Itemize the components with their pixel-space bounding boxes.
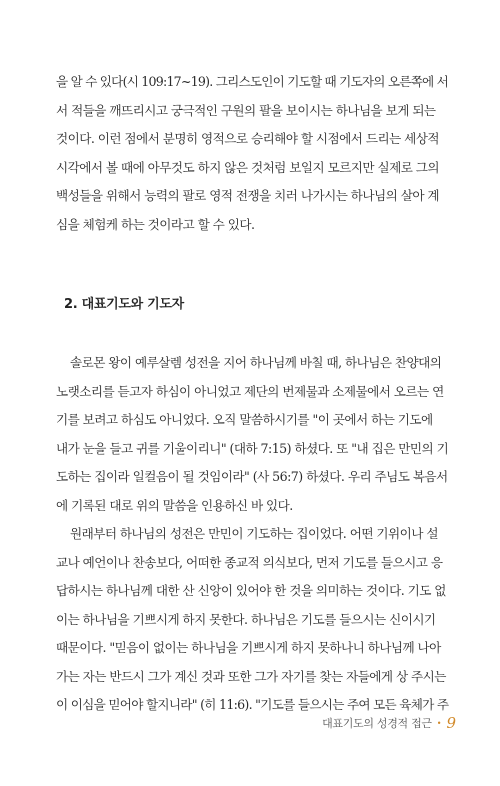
- text-line: 노랫소리를 듣고자 하심이 아니었고 제단의 번제물과 소제물에서 오르는 연: [56, 383, 444, 399]
- text-line: 때문이다. "믿음이 없이는 하나님을 기쁘시게 하지 못하나니 하나님께 나아: [56, 640, 441, 655]
- text-line: 것이다. 이런 점에서 분명히 영적으로 승리해야 할 시점에서 드리는 세상적: [56, 131, 439, 146]
- text-line: 백성들을 위해서 능력의 팔로 영적 전쟁을 치러 나가시는 하나님의 살아 계: [56, 188, 439, 203]
- text-line: 도하는 집이라 일컬음이 될 것임이라" (사 56:7) 하셨다. 우리 주님도 복음서: [56, 469, 448, 484]
- text-line: 이 이심을 믿어야 할지니라" (히 11:6). "기도를 들으시는 주여 모든 육체가 주: [56, 697, 449, 712]
- text-line: 교나 예언이나 찬송보다, 어떠한 종교적 의식보다, 먼저 기도를 들으시고 응: [56, 554, 443, 570]
- page-footer: [322, 714, 456, 732]
- section-heading: 2. 대표기도와 기도자: [64, 297, 184, 312]
- paragraph-2: [56, 349, 448, 520]
- page-number: 9: [446, 714, 456, 732]
- text-line: 을 알 수 있다(시 109:17~19). 그리스도인이 기도할 때 기도자의 오른쪽에 서: [56, 74, 449, 89]
- paragraph-1: [56, 68, 448, 239]
- text-line: 기를 보려고 하심도 아니었다. 오직 말씀하시기를 "이 곳에서 하는 기도에: [56, 412, 433, 427]
- text-line: 이는 하나님을 기쁘시게 하지 못한다. 하나님은 기도를 들으시는 신이시기: [56, 611, 436, 627]
- text-line: 서 적들을 깨뜨리시고 궁극적인 구원의 팔을 보이시는 하나님을 보게 되는: [56, 102, 436, 118]
- bullet-icon: •: [436, 718, 442, 728]
- text-line: 에 기록된 대로 위의 말씀을 인용하신 바 있다.: [56, 497, 293, 513]
- text-line: 가는 자는 반드시 그가 계신 것과 또한 그가 자기를 찾는 자들에게 상 주시는: [56, 668, 446, 684]
- paragraph-3: [56, 520, 448, 720]
- text-line: 솔로몬 왕이 예루살렘 성전을 지어 하나님께 바칠 때, 하나님은 찬양대의: [70, 355, 442, 370]
- text-line: 심을 체험케 하는 것이라고 할 수 있다.: [56, 216, 255, 232]
- text-line: 시각에서 볼 때에 아무것도 하지 않은 것처럼 보일지 모르지만 실제로 그의: [56, 159, 439, 175]
- text-line: 내가 눈을 들고 귀를 기울이리니" (대하 7:15) 하셨다. 또 "내 집은 만민의 기: [56, 440, 449, 456]
- text-line: 원래부터 하나님의 성전은 만민이 기도하는 집이었다. 어떤 기위이나 설: [70, 526, 438, 541]
- text-line: 답하시는 하나님께 대한 산 신앙이 있어야 한 것을 의미하는 것이다. 기도 없: [56, 583, 446, 598]
- running-title: 대표기도의 성경적 접근: [322, 717, 432, 730]
